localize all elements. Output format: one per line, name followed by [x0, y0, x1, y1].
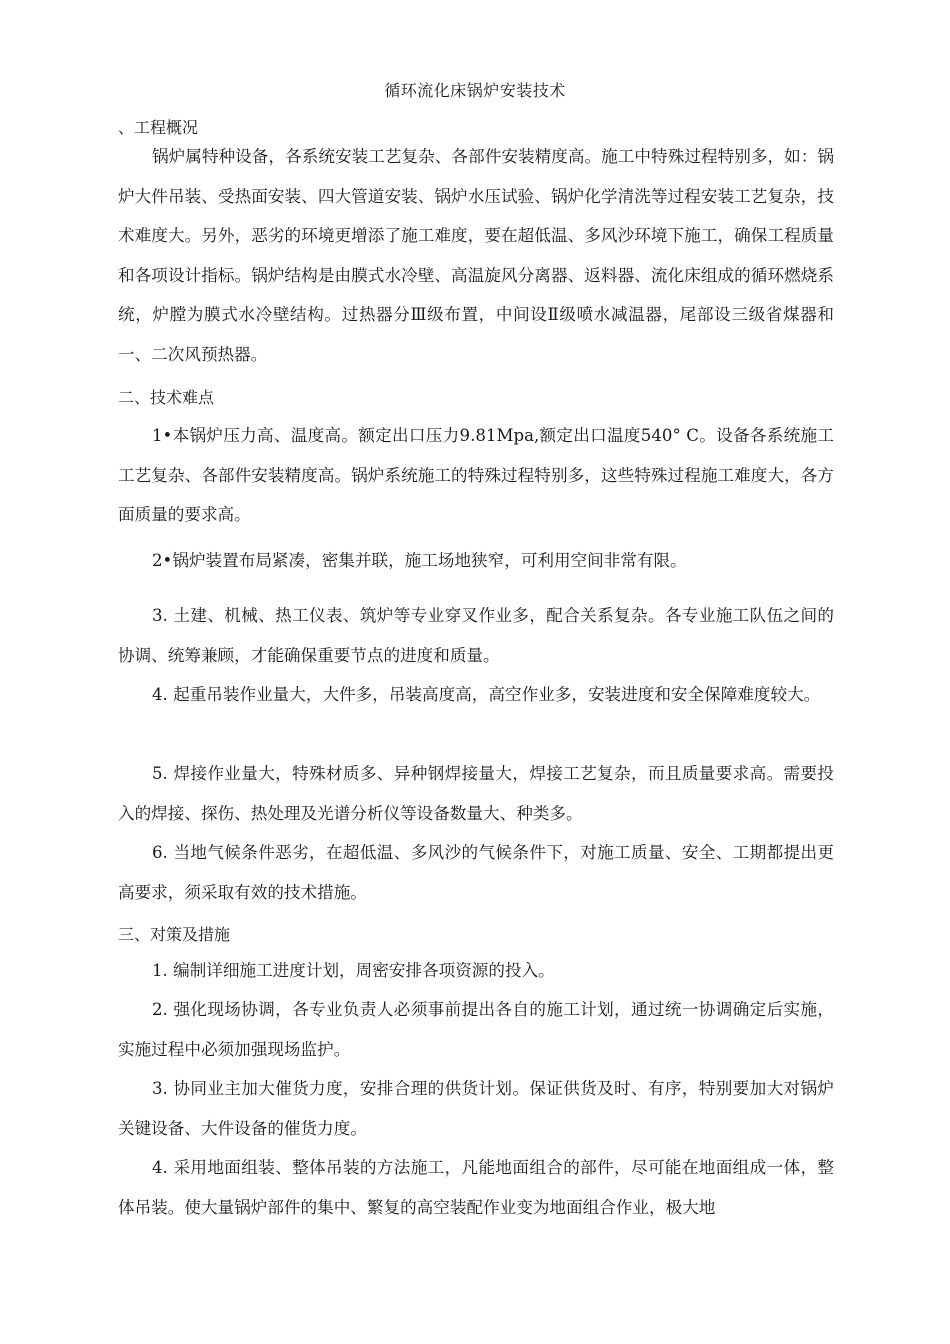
difficulty-item-1: 1•本锅炉压力高、温度高。额定出口压力9.81Mpa,额定出口温度540° C。设备各系统施工工艺复杂、各部件安装精度高。锅炉系统施工的特殊过程特别多，这些特殊过程施工难度大，各方面质量的要求高。 — [118, 426, 834, 524]
section-heading-measures: 三、对策及措施 — [118, 925, 231, 944]
difficulty-item-3: 3. 土建、机械、热工仪表、筑炉等专业穿叉作业多，配合关系复杂。各专业施工队伍之间的协调、统筹兼顾，才能确保重要节点的进度和质量。 — [118, 606, 834, 665]
measure-item-2: 2. 强化现场协调，各专业负责人必须事前提出各自的施工计划，通过统一协调确定后实施，实施过程中必须加强现场监护。 — [118, 1000, 834, 1059]
document-title: 循环流化床锅炉安装技术 — [384, 81, 566, 100]
measure-item-4: 4. 采用地面组装、整体吊装的方法施工，凡能地面组合的部件，尽可能在地面组成一体，整体吊装。使大量锅炉部件的集中、繁复的高空装配作业变为地面组合作业，极大地 — [118, 1158, 834, 1217]
overview-paragraph: 锅炉属特种设备，各系统安装工艺复杂、各部件安装精度高。施工中特殊过程特别多，如：锅炉大件吊装、受热面安装、四大管道安装、锅炉水压试验、锅炉化学清洗等过程安装工艺复杂，技术难度大。另外，恶劣的环境更增添了施工难度，要在超低温、多风沙环境下施工，确保工程质量和各项设计指标。锅炉结构是由膜式水冷壁、高温旋风分离器、返料器、流化床组成的循环燃烧系统，炉膛为膜式水冷壁结构。过热器分Ⅲ级布置，中间设Ⅱ级喷水减温器，尾部设三级省煤器和一、二次风预热器。 — [118, 147, 834, 364]
difficulty-item-2: 2•锅炉装置布局紧凑，密集并联，施工场地狭窄，可利用空间非常有限。 — [152, 551, 687, 570]
measure-item-3: 3. 协同业主加大催货力度，安排合理的供货计划。保证供货及时、有序，特别要加大对锅炉关键设备、大件设备的催货力度。 — [118, 1079, 834, 1138]
difficulty-item-4: 4. 起重吊装作业量大，大件多，吊装高度高，高空作业多，安装进度和安全保障难度较大。 — [152, 685, 821, 704]
difficulty-item-5: 5. 焊接作业量大，特殊材质多、异种钢焊接量大，焊接工艺复杂，而且质量要求高。需要投入的焊接、探伤、热处理及光谱分析仪等设备数量大、种类多。 — [118, 764, 834, 823]
section-heading-overview: 、工程概况 — [118, 118, 199, 137]
difficulty-item-6: 6. 当地气候条件恶劣，在超低温、多风沙的气候条件下，对施工质量、安全、工期都提出更高要求，须采取有效的技术措施。 — [118, 843, 834, 902]
section-heading-difficulties: 二、技术难点 — [118, 388, 215, 407]
measure-item-1: 1. 编制详细施工进度计划，周密安排各项资源的投入。 — [152, 961, 555, 980]
